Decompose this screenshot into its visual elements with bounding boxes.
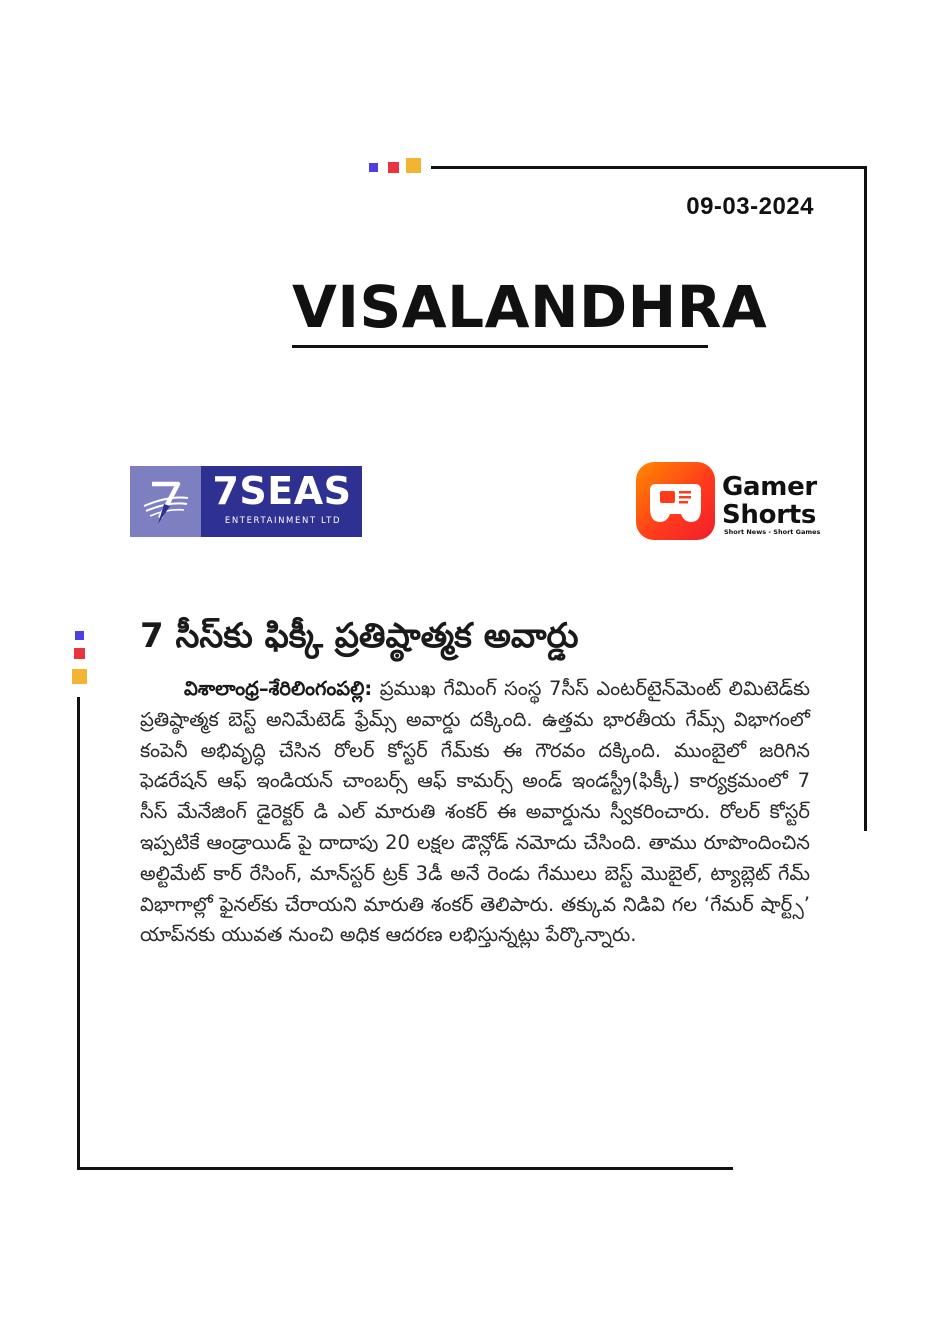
sevenseas-brand: 7SEAS [212, 469, 352, 513]
frame-top-line [431, 166, 867, 169]
title-underline [292, 345, 708, 348]
gamer-shorts-line2: Shorts [722, 500, 817, 530]
sevenseas-subtitle: ENTERTAINMENT LTD [224, 516, 342, 526]
article-body [140, 674, 810, 951]
publication-date: 09-03-2024 [686, 193, 814, 220]
article-dateline: విశాలాంధ్ర–శేరిలింగంపల్లి: [184, 677, 373, 700]
sevenseas-logo [130, 466, 362, 537]
frame-bottom-line [77, 1167, 733, 1170]
decor-square-red-left [74, 648, 85, 659]
gamer-shorts-line1: Gamer [722, 472, 817, 502]
article-headline: 7 సీస్‌కు ఫిక్కీ ప్రతిష్ఠాత్మక అవార్డు [140, 616, 579, 656]
decor-square-blue-left [75, 631, 84, 640]
frame-left-line [77, 697, 80, 1170]
gamer-shorts-wordmark [722, 473, 842, 529]
sevenseas-emblem-icon [130, 466, 201, 537]
decor-square-blue-top [369, 163, 378, 172]
gamer-shorts-tagline: Short News - Short Games [724, 528, 821, 536]
decor-square-yellow-left [72, 669, 87, 684]
gamer-shorts-logo-icon [636, 462, 715, 540]
decor-square-yellow-top [406, 158, 421, 173]
article-text: ప్రముఖ గేమింగ్ సంస్థ 7సీస్ ఎంటర్‌టైన్‌మెంట్ లిమిటెడ్‌కు ప్రతిష్ఠాత్మక బెస్ట్ అనిమేటెడ్ ఫ్రేమ్స్ అవార్డు దక్కింది. ఉత్తమ భారతీయ గేమ్స్ విభాగంలో కంపెనీ అభివృద్ధి చేసిన రోలర్ కోస్టర్ గేమ్‌కు ఈ గౌరవం దక్కింది. ముంబైలో జరిగిన ఫెడరేషన్ ఆఫ్ ఇండియన్ చాంబర్స్ ఆఫ్ కామర్స్ అండ్ ఇండస్ట్రీ(ఫిక్కీ) కార్యక్రమంలో 7 సీస్ మేనేజింగ్ డైరెక్టర్ డి ఎల్ మారుతి శంకర్ ఈ అవార్డును స్వీకరించారు. రోలర్ కోస్టర్ ఇప్పటికే ఆండ్రాయిడ్ పై దాదాపు 20 లక్షల డౌన్లోడ్ నమోదు చేసింది. తాము రూపొందించిన అల్టిమేట్ కార్ రేసింగ్, మాన్‌స్టర్ ట్రక్ 3డీ అనే రెండు గేములు బెస్ట్ మొబైల్, ట్యాబ్లెట్ గేమ్ విభాగాల్లో ఫైనల్‌కు చేరాయని మారుతి శంకర్ తెలిపారు. తక్కువ నిడివి గల ‘గేమర్ షార్ట్స్’ యాప్‌నకు యువత నుంచి అధిక ఆదరణ లభిస్తున్నట్లు పేర్కొన్నారు. [140, 677, 811, 947]
decor-square-red-top [388, 162, 399, 173]
publication-title: VISALANDHRA [292, 273, 768, 341]
frame-right-line [864, 166, 867, 831]
